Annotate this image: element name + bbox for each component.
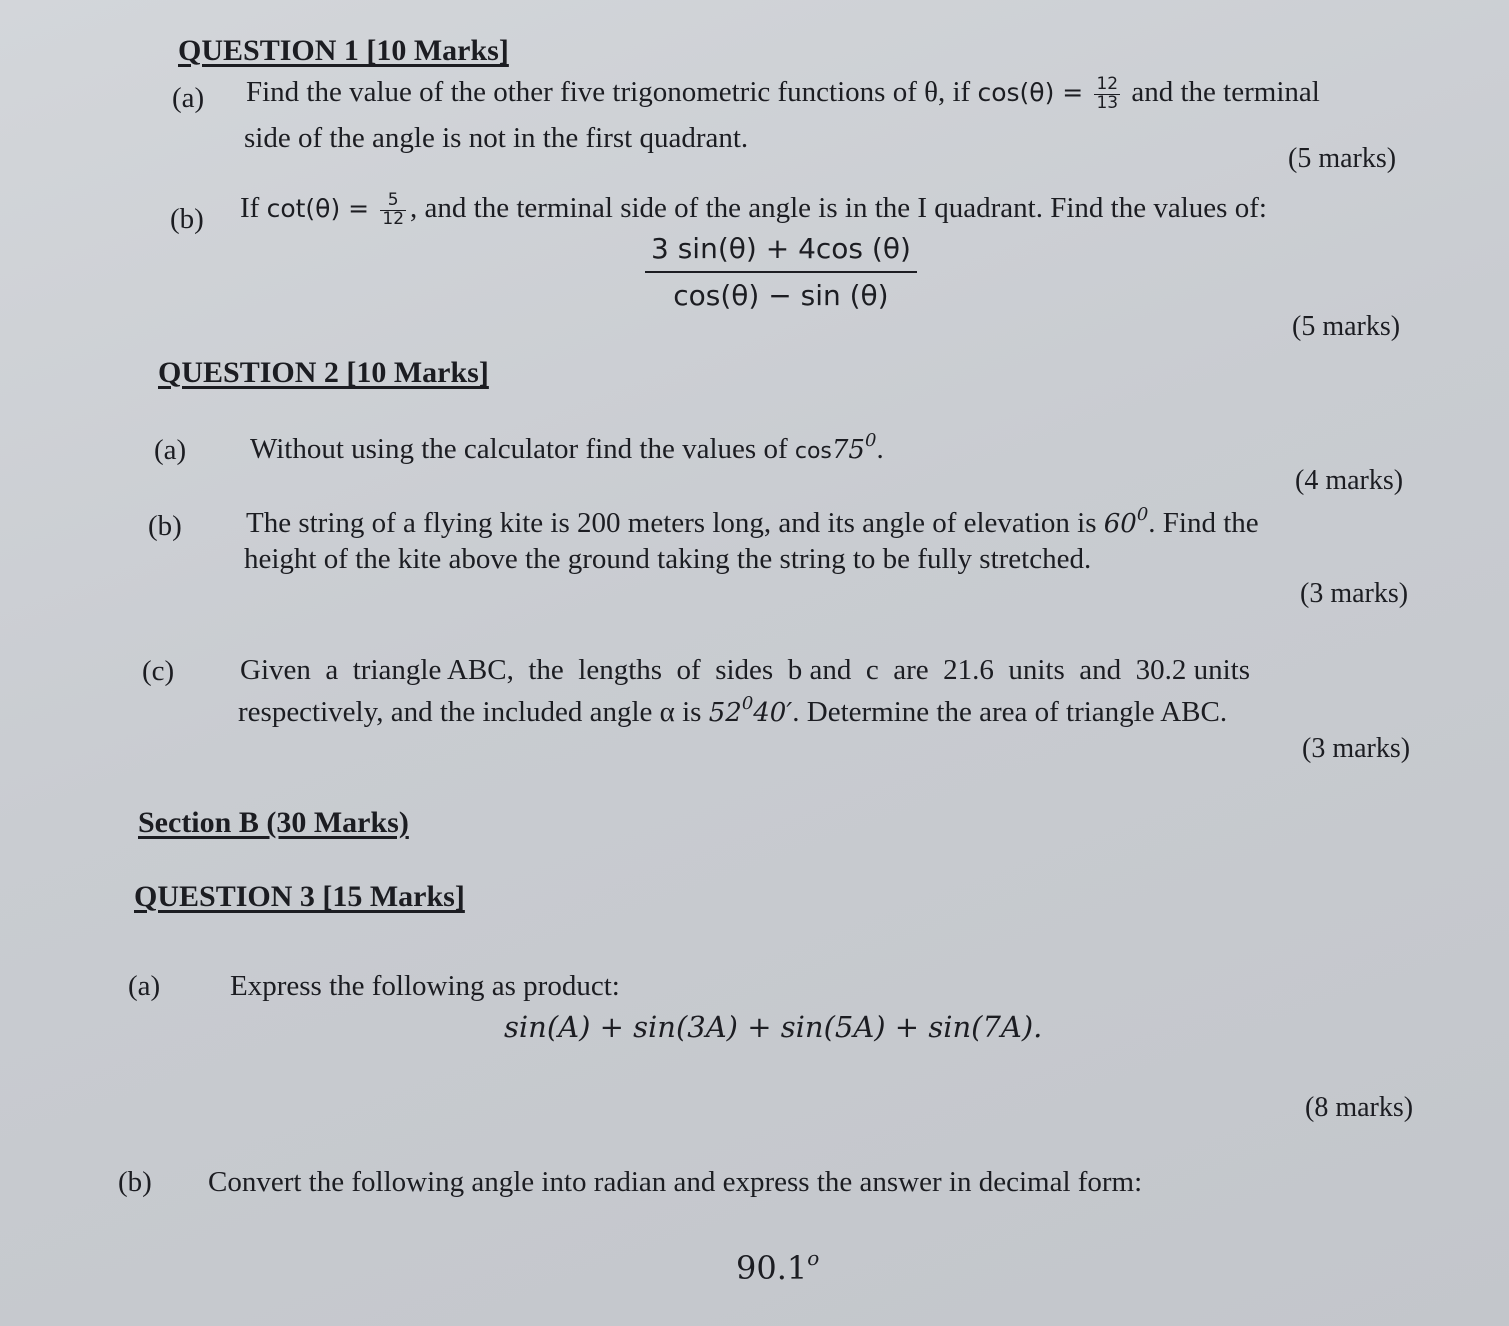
q2c-text-post: . Determine the area of triangle ABC. [792, 696, 1228, 728]
q1b-line1 [240, 192, 1267, 229]
q2b-degree: 0 [1136, 504, 1149, 525]
q2c-text: respectively, and the included angle α is [238, 696, 702, 728]
q1b-expr-numerator: 3 sin(θ) + 4cos (θ) [645, 232, 917, 273]
q2b-text-post: . Find the [1148, 507, 1259, 539]
q1b-frac-num: 5 [380, 192, 406, 211]
q2a-line [250, 430, 884, 466]
q2a-period: . [876, 433, 884, 465]
q3a-label: (a) [128, 970, 161, 1002]
q1a-fraction [1094, 76, 1120, 113]
q2c-line2 [238, 693, 1227, 729]
q1b-fraction [380, 192, 406, 229]
q1a-cos-expr: cos(θ) = [977, 78, 1084, 107]
question-3-heading: QUESTION 3 [15 Marks] [134, 880, 465, 913]
q3a-expression: sin(A) + sin(3A) + sin(5A) + sin(7A). [504, 1010, 1043, 1044]
q3b-degree: o [807, 1246, 820, 1270]
q2c-angle-deg: 52 [708, 698, 742, 728]
q2b-marks: (3 marks) [1300, 578, 1409, 609]
q2b-line2: height of the kite above the ground taking the string to be fully stretched. [244, 543, 1092, 575]
q2c-label: (c) [142, 655, 175, 687]
q2c-angle-min: 40′ [753, 698, 793, 728]
q2a-label: (a) [154, 434, 187, 466]
q3b-label: (b) [118, 1166, 152, 1198]
q1b-expression [645, 232, 917, 312]
question-2-heading: QUESTION 2 [10 Marks] [158, 356, 489, 389]
q3a-marks: (8 marks) [1305, 1092, 1414, 1123]
q1b-if: If [240, 192, 260, 224]
q3a-text: Express the following as product: [230, 970, 620, 1002]
q1a-text: Find the value of the other five trigonometric functions of θ, if [246, 76, 971, 108]
q3b-angle-value [736, 1246, 819, 1287]
q1a-line1 [246, 76, 1320, 113]
q2b-angle: 60 [1103, 509, 1137, 539]
q1a-frac-den: 13 [1096, 92, 1119, 113]
q1a-line2: side of the angle is not in the first quadrant. [244, 122, 749, 154]
q2c-degree: 0 [741, 693, 754, 714]
q2a-marks: (4 marks) [1295, 465, 1404, 496]
q2a-text: Without using the calculator find the values of [250, 433, 788, 465]
q2a-value: 75 [831, 435, 865, 465]
q2b-line1 [246, 504, 1259, 540]
q2b-text: The string of a flying kite is 200 meters long, and its angle of elevation is [246, 507, 1097, 539]
q2b-label: (b) [148, 510, 182, 542]
q2c-marks: (3 marks) [1302, 733, 1411, 764]
q1a-label: (a) [172, 82, 205, 114]
q1b-expr-denominator: cos(θ) − sin (θ) [673, 279, 889, 312]
q2a-degree: 0 [864, 430, 877, 451]
q1b-frac-den: 12 [382, 208, 405, 229]
q1b-marks: (5 marks) [1292, 311, 1401, 342]
q1b-text-post: , and the terminal side of the angle is in the I quadrant. Find the values of: [410, 192, 1267, 224]
q1b-cot-expr: cot(θ) = [266, 194, 370, 223]
q1a-frac-num: 12 [1096, 74, 1119, 94]
question-1-heading: QUESTION 1 [10 Marks] [178, 34, 509, 67]
q1a-text-post: and the terminal [1131, 76, 1320, 108]
q2c-line1: Given a triangle ABC, the lengths of sides b and c are 21.6 units and 30.2 units [240, 654, 1251, 686]
q1a-marks: (5 marks) [1288, 143, 1397, 174]
q3b-text: Convert the following angle into radian and express the answer in decimal form: [208, 1166, 1143, 1198]
q3b-angle: 90.1 [736, 1249, 808, 1287]
section-b-heading: Section B (30 Marks) [138, 806, 409, 839]
q1b-label: (b) [170, 203, 204, 235]
q2a-cos: cos [794, 439, 832, 464]
